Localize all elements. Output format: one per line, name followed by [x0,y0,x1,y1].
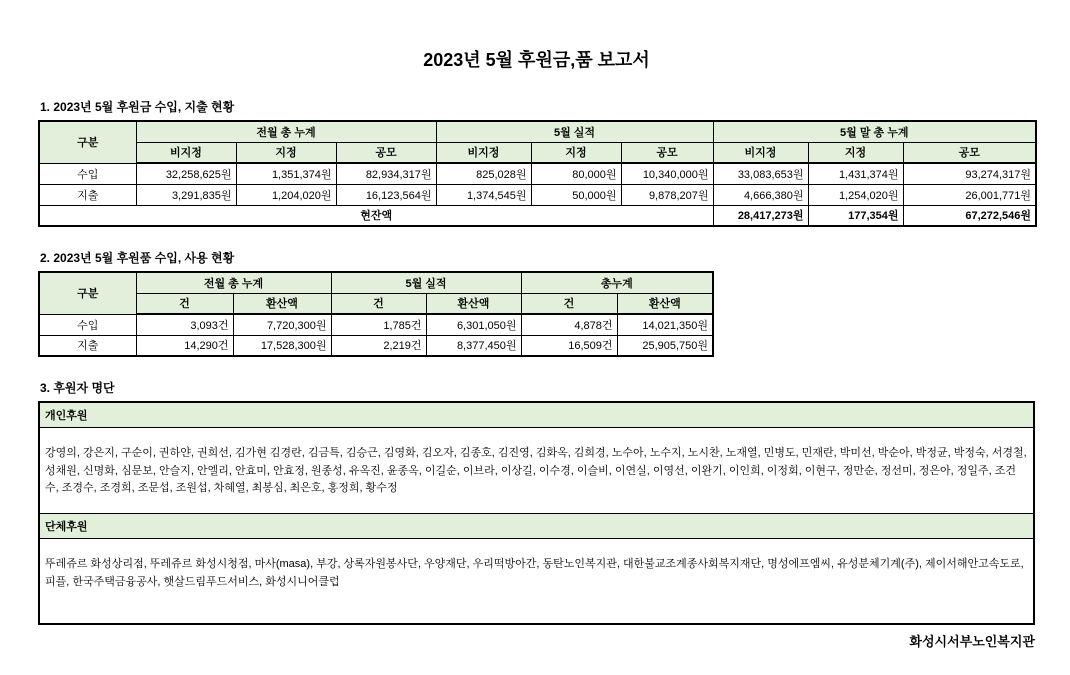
table-row [39,314,713,335]
table-cell: 25,905,750원 [617,335,713,356]
table-row [39,272,713,293]
donor-list-box [38,401,1035,625]
table-cell: 93,274,317원 [903,163,1036,184]
table-cell: 80,000원 [531,163,621,184]
col-header: 건 [136,293,233,314]
col-header: 환산액 [617,293,713,314]
row-label: 지출 [39,184,136,205]
table-cell: 1,351,374원 [236,163,336,184]
individual-donor-header: 개인후원 [40,403,1033,428]
table-cell: 825,028원 [436,163,531,184]
table-row [39,293,713,314]
table-row [39,335,713,356]
corner-header: 구분 [39,121,136,163]
section1-heading: 1. 2023년 5월 후원금 수입, 지출 현황 [40,100,235,114]
organization-signature: 화성시서부노인복지관 [909,634,1035,649]
group-header: 5월 말 총 누계 [713,121,1036,142]
donation-money-table [38,120,1037,227]
table-cell: 1,374,545원 [436,184,531,205]
table-cell: 1,254,020원 [808,184,903,205]
org-donor-names: 뚜레쥬르 화성상리점, 뚜레쥬르 화성시청점, 마사(masa), 부강, 상록자원봉사단, 우양재단, 우리떡방아간, 동탄노인복지관, 대한불교조계종사회복지재단, 명성에프엠씨, 유성분체기계(주), 제이서해안고속도로, 피플, 한국주택금융공사, 햇살드림푸드서비스, 화성시니어클럽 [45,558,1024,588]
row-label: 수입 [39,314,136,335]
col-header: 건 [521,293,617,314]
table-cell: 1,431,374원 [808,163,903,184]
table-cell: 67,272,546원 [903,205,1036,226]
table-cell: 4,666,380원 [713,184,808,205]
page-title: 2023년 5월 후원금,품 보고서 [423,50,650,70]
col-header: 비지정 [713,142,808,163]
table-cell: 10,340,000원 [621,163,713,184]
table-cell: 14,290건 [136,335,233,356]
donation-goods-table [38,271,714,357]
table-cell: 3,093건 [136,314,233,335]
table-cell: 1,204,020원 [236,184,336,205]
col-header: 공모 [336,142,436,163]
table-row [39,142,1036,163]
group-header: 5월 실적 [436,121,713,142]
col-header: 환산액 [233,293,331,314]
corner-header: 구분 [39,272,136,314]
col-header: 지정 [531,142,621,163]
col-header: 비지정 [136,142,236,163]
group-header: 총누계 [521,272,713,293]
table-cell: 9,878,207원 [621,184,713,205]
table-cell: 26,001,771원 [903,184,1036,205]
col-header: 환산액 [426,293,521,314]
col-header: 건 [331,293,426,314]
table-cell: 1,785건 [331,314,426,335]
col-header: 공모 [903,142,1036,163]
col-header: 지정 [808,142,903,163]
table-row [39,121,1036,142]
balance-label: 현잔액 [39,205,713,226]
table-cell: 2,219건 [331,335,426,356]
section3-heading: 3. 후원자 명단 [40,381,115,395]
table-cell: 7,720,300원 [233,314,331,335]
group-header: 전월 총 누계 [136,121,436,142]
table-row [39,163,1036,184]
row-label: 수입 [39,163,136,184]
table-cell: 33,083,653원 [713,163,808,184]
table-cell: 16,509건 [521,335,617,356]
group-header: 5월 실적 [331,272,521,293]
table-cell: 3,291,835원 [136,184,236,205]
table-cell: 6,301,050원 [426,314,521,335]
col-header: 공모 [621,142,713,163]
table-cell: 82,934,317원 [336,163,436,184]
table-cell: 17,528,300원 [233,335,331,356]
group-header: 전월 총 누계 [136,272,331,293]
row-label: 지출 [39,335,136,356]
table-cell: 177,354원 [808,205,903,226]
table-cell: 4,878건 [521,314,617,335]
col-header: 지정 [236,142,336,163]
table-cell: 50,000원 [531,184,621,205]
org-donor-header: 단체후원 [40,514,1033,539]
table-cell: 32,258,625원 [136,163,236,184]
table-cell: 28,417,273원 [713,205,808,226]
col-header: 비지정 [436,142,531,163]
balance-row [39,205,1036,226]
individual-donor-names: 강영의, 강은지, 구순이, 권하얀, 권희선, 김가현 김경란, 김금특, 김승근, 김영화, 김오자, 김종호, 김진영, 김화옥, 김희경, 노수아, 노수지, 노시찬, 노재열, 민병도, 민재란, 박미선, 박순아, 박정균, 박정숙, 서경철, 성채원, 신명화, 심문보, 안슬지, 안엘리, 안효미, 안효정, 원종성, 유옥진, 윤종옥, 이길순, 이브라, 이상길, 이수경, 이슬비, 이연실, 이영선, 이완기, 이인희, 이정회, 이현구, 정만순, 정선미, 정은아, 정일주, 조건수, 조경수, 조경희, 조문섭, 조원섭, 차혜열, 최봉심, 최은호, 홍정희, 황수정 [40,428,1033,514]
table-cell: 16,123,564원 [336,184,436,205]
section2-heading: 2. 2023년 5월 후원품 수입, 사용 현황 [40,251,235,265]
table-row [39,184,1036,205]
table-cell: 8,377,450원 [426,335,521,356]
table-cell: 14,021,350원 [617,314,713,335]
